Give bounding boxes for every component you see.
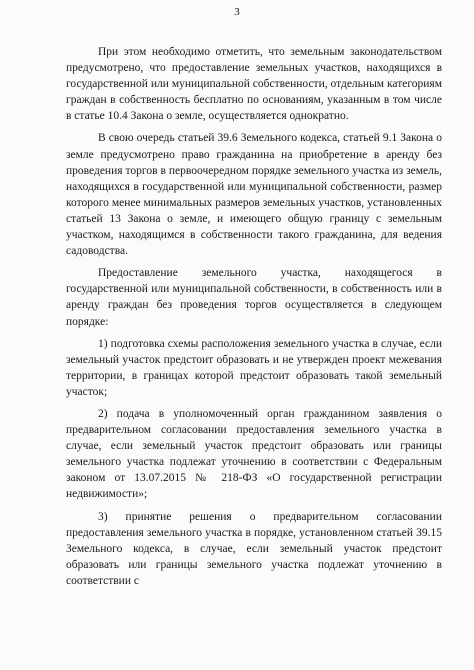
paragraph-single-grant: При этом необходимо отметить, что земельным законодательством предусмотрено, что предоставление земельных участков, находящихся в государственной или муниципальной собственности, отдельным категориям граждан в собственность бесплатно по основаниям, указанным в том числе в статье 10.4 Закона о земле, осуществляется однократно.: [66, 46, 442, 123]
list-item-1: 1) подготовка схемы расположения земельного участка в случае, если земельный участок предстоит образовать и не утвержден проект межевания территории, в границах которой предстоит образовать такой земельный участок;: [66, 337, 442, 398]
list-item-3: 3) принятие решения о предварительном согласовании предоставления земельного участка в порядке, установленном статьей 39.15 Земельного кодекса, в случае, если земельный участок предстоит образовать или границы земельного участка подлежат уточнению в соответствии с: [66, 510, 442, 587]
document-body: [66, 44, 442, 589]
paragraph-lease-right: В свою очередь статьей 39.6 Земельного кодекса, статьей 9.1 Закона о земле предусмотрено право гражданина на приобретение в аренду без проведения торгов в первоочередном порядке земельного участка из земель, находящихся в государственной или муниципальной собственности, размер которого менее минимальных размеров земельных участков, установленных статьей 13 Закона о земле, и имеющего общую границу с земельным участком, находящимся в собственности такого гражданина, для ведения садоводства.: [66, 132, 442, 258]
paragraph-procedure-intro: Предоставление земельного участка, находящегося в государственной или муниципальной собственности, в собственность или в аренду граждан без проведения торгов осуществляется в следующем порядке:: [66, 267, 442, 328]
list-item-2: 2) подача в уполномоченный орган гражданином заявления о предварительном согласовании предоставления земельного участка в случае, если земельный участок предстоит образовать или границы земельного участка подлежат уточнению в соответствии с Федеральным законом от 13.07.2015 № 218-ФЗ «О государственной регистрации недвижимости»;: [66, 407, 442, 501]
page-number: 3: [234, 6, 240, 18]
